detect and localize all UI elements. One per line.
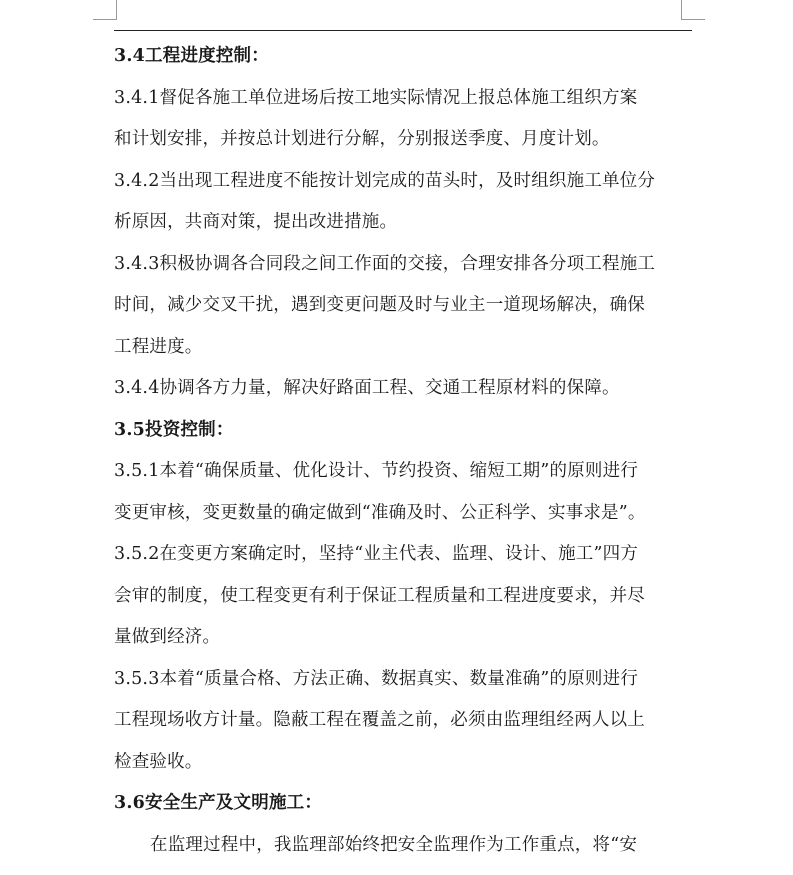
paragraph-line: 和计划安排，并按总计划进行分解，分别报送季度、月度计划。 <box>114 129 610 149</box>
paragraph-line: 3.4.2当出现工程进度不能按计划完成的苗头时，及时组织施工单位分 <box>114 170 656 191</box>
crop-mark-right-vertical <box>681 0 682 20</box>
paragraph-line: 时间，减少交叉干扰，遇到变更问题及时与业主一道现场解决，确保 <box>114 295 645 315</box>
paragraph-line: 3.4.3积极协调各合同段之间工作面的交接，合理安排各分项工程施工 <box>114 253 656 274</box>
paragraph-line: 工程现场收方计量。隐蔽工程在覆盖之前，必须由监理组经两人以上 <box>114 710 645 730</box>
paragraph-line: 3.5.1本着“确保质量、优化设计、节约投资、缩短工期”的原则进行 <box>114 461 639 481</box>
section-heading-3-4: 3.4工程进度控制： <box>114 46 269 66</box>
paragraph-line: 3.5.3本着“质量合格、方法正确、数据真实、数量准确”的原则进行 <box>114 668 639 689</box>
paragraph-line: 3.4.4协调各方力量，解决好路面工程、交通工程原材料的保障。 <box>114 378 620 398</box>
crop-mark-right-horizontal <box>681 19 705 20</box>
paragraph-line: 3.4.1督促各施工单位进场后按工地实际情况上报总体施工组织方案 <box>114 87 638 108</box>
section-heading-3-5: 3.5投资控制： <box>114 419 234 440</box>
paragraph-line: 会审的制度，使工程变更有利于保证工程质量和工程进度要求，并尽 <box>114 585 645 606</box>
paragraph-line: 量做到经济。 <box>114 627 221 647</box>
section-heading-3-6: 3.6安全生产及文明施工： <box>114 793 323 813</box>
paragraph-line: 工程进度。 <box>114 336 203 357</box>
crop-mark-left-horizontal <box>93 19 117 20</box>
paragraph-line: 在监理过程中，我监理部始终把安全监理作为工作重点，将“安 <box>150 834 638 855</box>
header-rule <box>114 30 692 31</box>
paragraph-line: 析原因，共商对策，提出改进措施。 <box>114 212 398 232</box>
crop-mark-left-vertical <box>116 0 117 20</box>
paragraph-line: 变更审核，变更数量的确定做到“准确及时、公正科学、实事求是”。 <box>114 502 646 523</box>
document-body[interactable] <box>114 36 694 866</box>
paragraph-line: 检查验收。 <box>114 751 203 772</box>
paragraph-line: 3.5.2在变更方案确定时，坚持“业主代表、监理、设计、施工”四方 <box>114 544 639 564</box>
